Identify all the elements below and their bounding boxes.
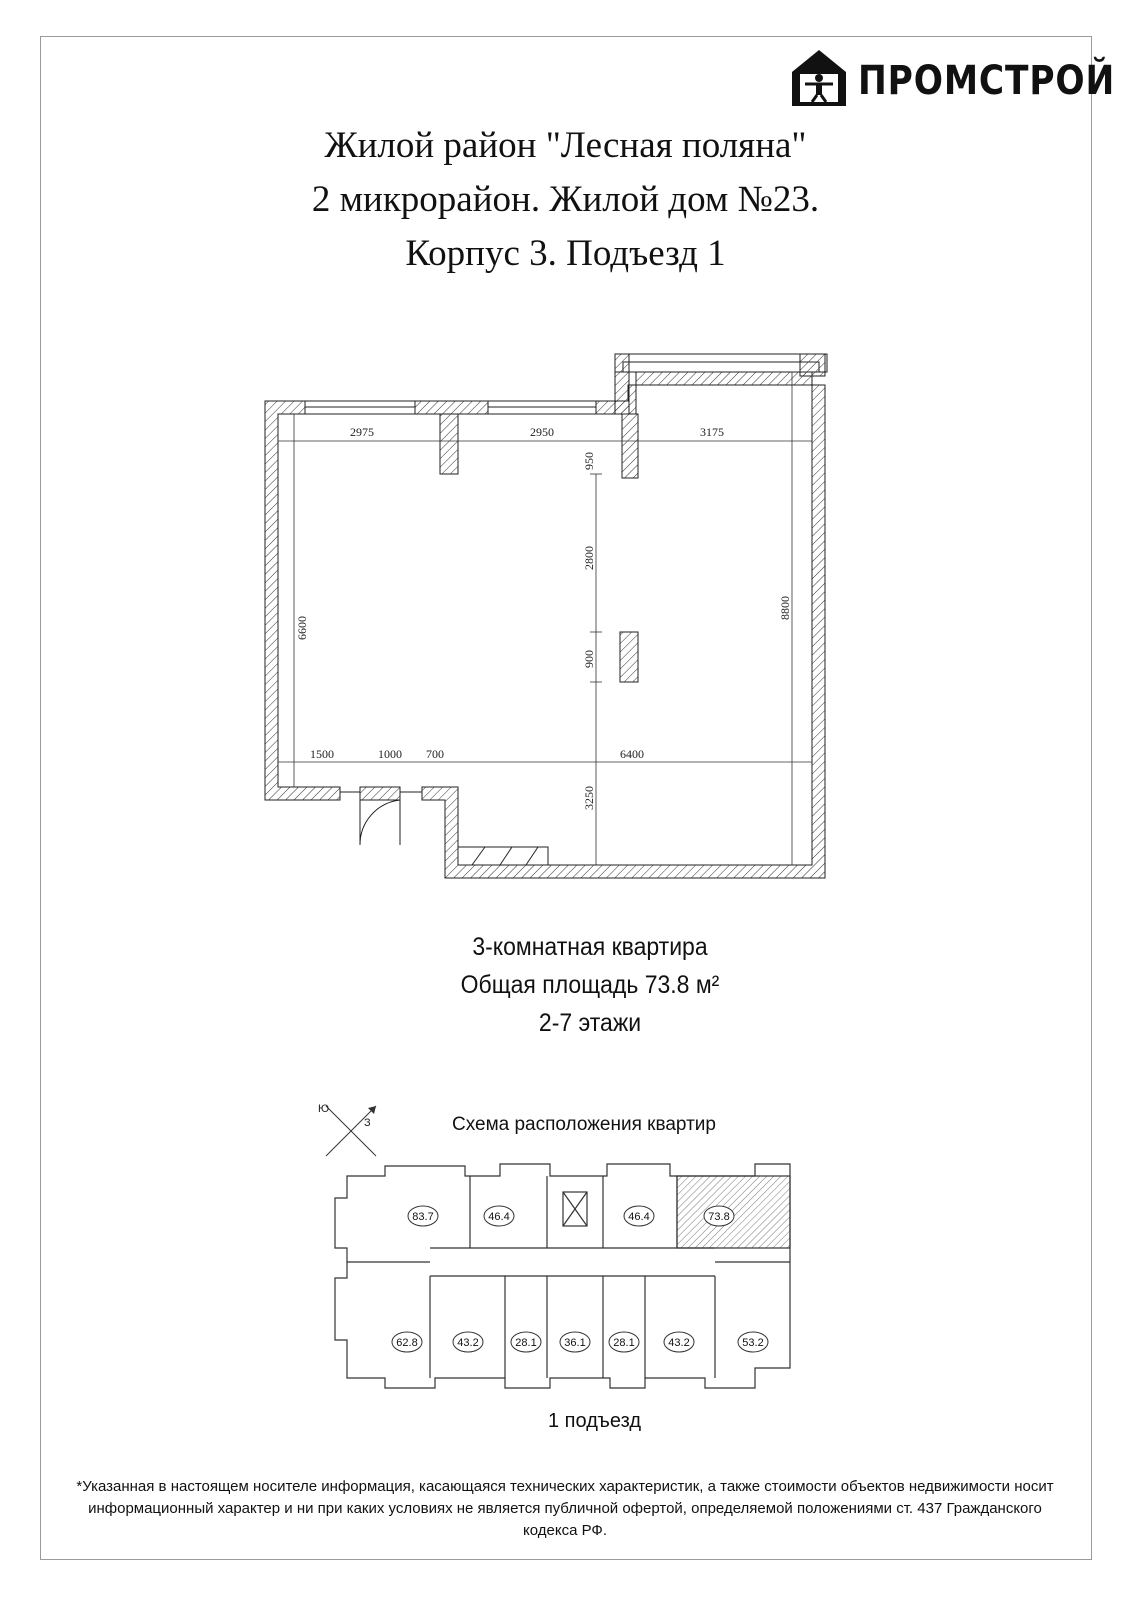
apt-bottom-7: 53.2	[742, 1337, 764, 1349]
dim-bottom-b: 1000	[378, 747, 402, 761]
apt-top-1: 83.7	[412, 1211, 434, 1223]
title-line-1: Жилой район "Лесная поляна"	[324, 125, 807, 166]
company-name: ПРОМСТРОЙ	[858, 58, 1116, 104]
apt-bottom-2: 43.2	[457, 1337, 479, 1349]
dimension-lines	[278, 372, 812, 865]
dim-mid-lower: 3250	[582, 786, 596, 810]
dim-mid-center: 2800	[582, 546, 596, 570]
dim-bottom-c: 700	[426, 747, 444, 761]
apartment-floors: 2-7 этажи	[538, 1009, 642, 1037]
dim-bottom-d: 6400	[620, 747, 644, 761]
highlighted-apartment	[677, 1176, 790, 1248]
apt-bottom-1: 62.8	[396, 1337, 418, 1349]
apt-top-2: 46.4	[488, 1211, 510, 1223]
scheme-title: Схема расположения квартир	[452, 1114, 716, 1135]
floor-plan	[260, 350, 860, 910]
apt-bottom-6: 43.2	[668, 1337, 690, 1349]
apt-top-3: 46.4	[628, 1211, 650, 1223]
apt-bottom-5: 28.1	[613, 1337, 635, 1349]
footnote-line-2: информационный характер и ни при каких условиях не является публичной офертой, определяемой положениями ст. 437 Гражданского кодекса РФ.	[88, 1500, 1042, 1539]
title-line-3: Корпус 3. Подъезд 1	[405, 233, 726, 274]
apt-bottom-3: 28.1	[515, 1337, 537, 1349]
apartment-scheme	[325, 1158, 815, 1398]
compass-icon	[318, 1098, 384, 1164]
bottom-row-labels	[392, 1332, 768, 1352]
dim-top-left: 2975	[350, 425, 374, 439]
apt-top-4: 73.8	[708, 1211, 730, 1223]
footnote-line-1: *Указанная в настоящем носителе информация, касающаяся технических характеристик, а также стоимости объектов недвижимости носит	[76, 1478, 1054, 1495]
dim-top-mid: 2950	[530, 425, 554, 439]
dim-right: 8800	[778, 596, 792, 620]
dim-top-right: 3175	[700, 425, 724, 439]
apartment-area: Общая площадь 73.8 м²	[460, 971, 720, 999]
title-line-2: 2 микрорайон. Жилой дом №23.	[311, 179, 820, 220]
apt-bottom-4: 36.1	[564, 1337, 586, 1349]
compass-west: З	[364, 1117, 371, 1129]
footnote	[60, 1476, 1070, 1542]
dim-mid-upper: 950	[582, 452, 596, 470]
house-person-icon	[792, 50, 846, 106]
dim-bottom-a: 1500	[310, 747, 334, 761]
dimension-labels	[295, 425, 792, 810]
entrance-label: 1 подъезд	[548, 1410, 642, 1432]
dim-left: 6600	[295, 616, 309, 640]
compass-south: Ю	[318, 1103, 330, 1115]
dim-mid-window: 900	[582, 650, 596, 668]
apartment-rooms: 3-комнатная квартира	[472, 933, 708, 961]
